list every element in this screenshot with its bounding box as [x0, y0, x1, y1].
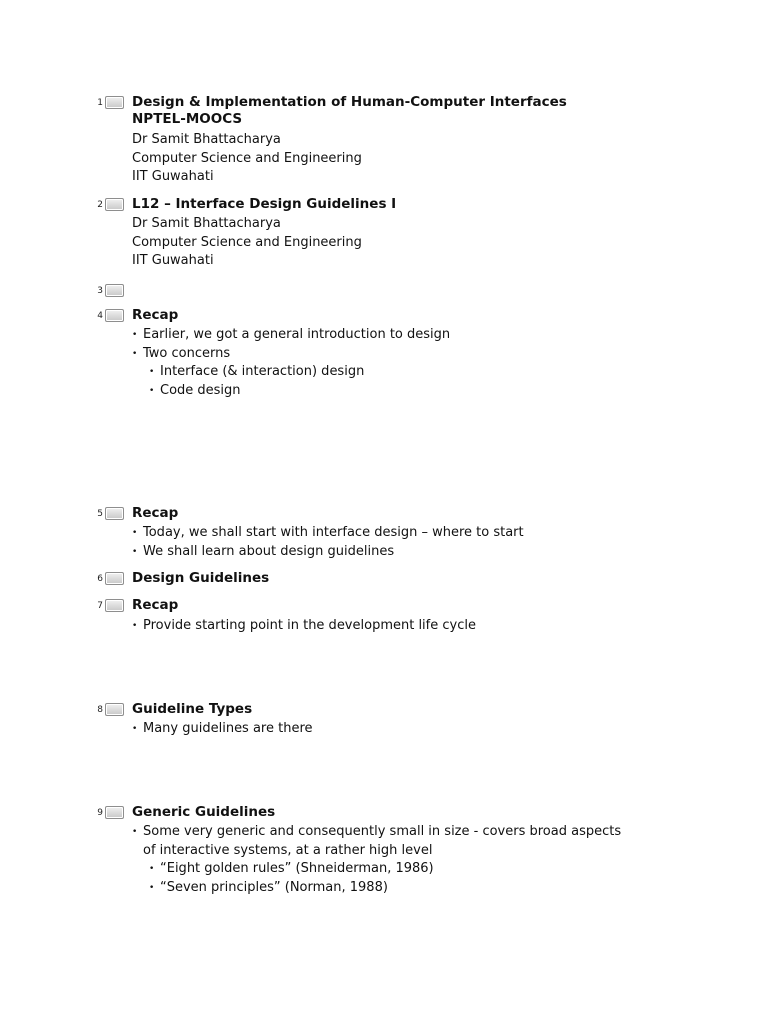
department: Computer Science and Engineering	[132, 150, 362, 166]
slide-title: Recap	[132, 597, 179, 613]
sub-bullet-item: • “Seven principles” (Norman, 1988)	[149, 879, 622, 898]
slide-thumbnail-icon[interactable]	[105, 599, 124, 612]
bullet-item: • We shall learn about design guidelines	[132, 543, 692, 562]
slide-title-line: Design & Implementation of Human-Computer Interfaces	[132, 94, 567, 110]
department: Computer Science and Engineering	[132, 234, 362, 250]
bullet-list	[132, 617, 692, 636]
slide-thumbnail-icon[interactable]	[105, 96, 124, 109]
slide-thumbnail-icon[interactable]	[105, 806, 124, 819]
bullet-list	[132, 823, 622, 897]
slide-number: 5	[97, 509, 103, 519]
institute: IIT Guwahati	[132, 253, 214, 268]
bullet-item: • Earlier, we got a general introduction to design	[132, 326, 692, 345]
slide-number: 6	[97, 574, 103, 584]
sub-bullet-item: • Interface (& interaction) design	[149, 363, 692, 382]
slide-thumbnail-icon[interactable]	[105, 198, 124, 211]
bullet-list	[132, 524, 692, 561]
slide-number: 4	[97, 311, 103, 321]
slide-body	[132, 131, 692, 187]
slide-body	[132, 720, 692, 739]
slide-thumbnail-icon[interactable]	[105, 572, 124, 585]
bullet-item: • Today, we shall start with interface design – where to start	[132, 524, 692, 543]
bullet-item: • Provide starting point in the development life cycle	[132, 617, 692, 636]
slide-title	[132, 196, 692, 213]
slide-title	[132, 94, 692, 128]
slide-number: 3	[97, 286, 103, 296]
slide-title-line: L12 – Interface Design Guidelines I	[132, 196, 397, 212]
bullet-item: • Many guidelines are there	[132, 720, 692, 739]
slide-title-line: NPTEL-MOOCS	[132, 111, 243, 127]
slide-number: 8	[97, 705, 103, 715]
author-name: Dr Samit Bhattacharya	[132, 132, 281, 147]
slide-body	[132, 215, 692, 271]
slide-thumbnail-icon[interactable]	[105, 507, 124, 520]
slide-body	[132, 524, 692, 561]
slide-thumbnail-icon[interactable]	[105, 703, 124, 716]
slide-body	[132, 617, 692, 636]
slide-number: 2	[97, 200, 103, 210]
bullet-list	[132, 326, 692, 400]
bullet-item: • Some very generic and consequently small in size - covers broad aspects of interactive systems, at a rather high level	[132, 823, 622, 860]
slide-thumbnail-icon[interactable]	[105, 309, 124, 322]
slide-number: 1	[97, 98, 103, 108]
bullet-list	[132, 720, 692, 739]
slide-body	[132, 823, 622, 897]
author-name: Dr Samit Bhattacharya	[132, 216, 281, 231]
slide-title: Design Guidelines	[132, 570, 270, 586]
slide-number: 7	[97, 601, 103, 611]
slide-title: Guideline Types	[132, 701, 253, 717]
bullet-item: • Two concerns	[132, 345, 692, 364]
slide-body	[132, 326, 692, 400]
sub-bullet-item: • “Eight golden rules” (Shneiderman, 1986)	[149, 860, 622, 879]
institute: IIT Guwahati	[132, 169, 214, 184]
slide-title: Recap	[132, 505, 179, 521]
slide-title: Generic Guidelines	[132, 804, 276, 820]
slide-number: 9	[97, 808, 103, 818]
slide-title: Recap	[132, 307, 179, 323]
sub-bullet-item: • Code design	[149, 382, 692, 401]
slide-thumbnail-icon[interactable]	[105, 284, 124, 297]
